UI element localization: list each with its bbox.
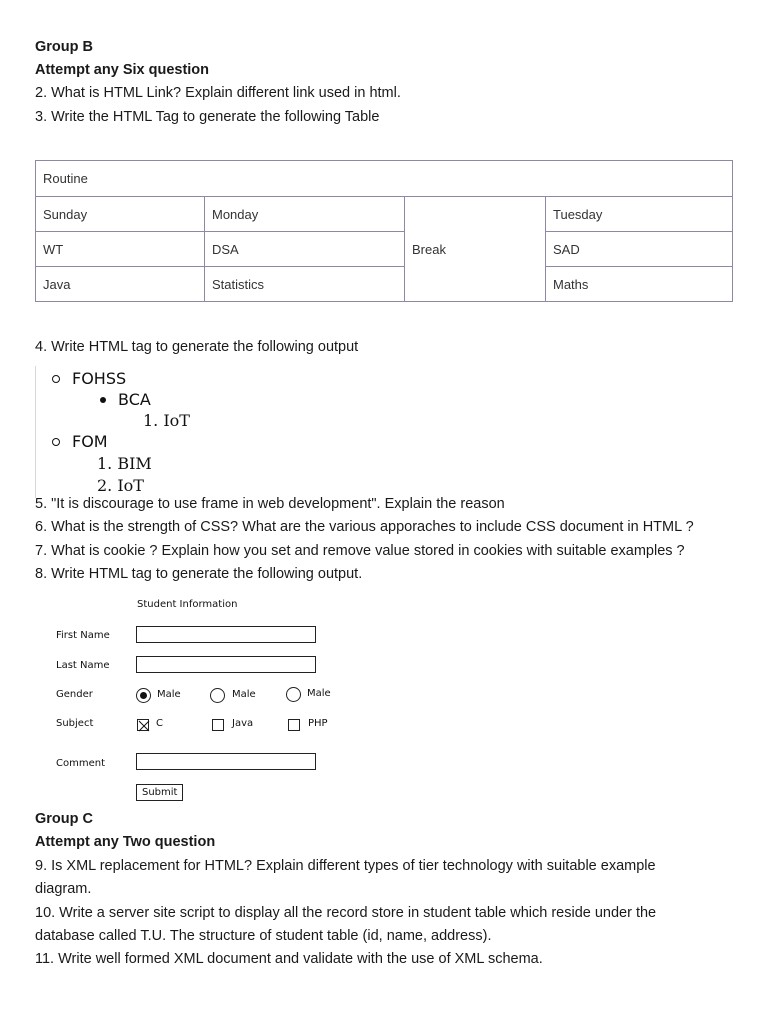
gender-radio (286, 687, 301, 702)
question-9: 9. Is XML replacement for HTML? Explain different types of tier technology with suitable example diagram. (35, 858, 656, 897)
table-cell: DSA (205, 232, 405, 267)
table-cell: Monday (205, 197, 405, 232)
submit-button: Submit (136, 784, 183, 801)
table-cell: SAD (546, 232, 733, 267)
table-cell: Maths (546, 267, 733, 302)
question-4: 4. Write HTML tag to generate the following output (35, 339, 359, 355)
subject-option-label: C (156, 718, 163, 729)
table-row (36, 197, 733, 232)
list-item: FOM (52, 432, 108, 451)
question-6: 6. What is the strength of CSS? What are the various apporaches to include CSS document in HTML ? (35, 519, 694, 535)
circle-bullet-icon (52, 375, 60, 383)
subject-checkbox (288, 719, 300, 731)
question-7: 7. What is cookie ? Explain how you set and remove value stored in cookies with suitable examples ? (35, 543, 685, 559)
question-11: 11. Write well formed XML document and validate with the use of XML schema. (35, 951, 543, 967)
first-name-label: First Name (56, 630, 110, 641)
question-3: 3. Write the HTML Tag to generate the following Table (35, 109, 380, 125)
group-c-title: Group C (35, 811, 93, 827)
group-c-instruction: Attempt any Two question (35, 834, 216, 850)
gender-radio-selected (136, 688, 151, 703)
disc-bullet-icon (100, 397, 106, 403)
question-5: 5. "It is discourage to use frame in web development". Explain the reason (35, 496, 505, 512)
comment-field (136, 753, 316, 770)
list-item: 1. BIM (97, 454, 152, 473)
subject-checkbox-checked (137, 719, 149, 731)
table-cell: Tuesday (546, 197, 733, 232)
subject-checkbox (212, 719, 224, 731)
group-b-title: Group B (35, 39, 93, 55)
list-item: BCA (100, 390, 151, 409)
subject-option-label: Java (232, 718, 254, 729)
group-b-instruction: Attempt any Six question (35, 62, 210, 78)
break-cell: Break (405, 197, 546, 302)
first-name-field (136, 626, 316, 643)
question-8: 8. Write HTML tag to generate the following output. (35, 566, 363, 582)
table-cell: Statistics (205, 267, 405, 302)
last-name-label: Last Name (56, 660, 110, 671)
gender-option-label: Male (157, 689, 181, 700)
list-item: 2. IoT (97, 476, 144, 495)
form-title: Student Information (137, 599, 238, 610)
routine-header-cell: Routine (36, 161, 733, 197)
question-2: 2. What is HTML Link? Explain different link used in html. (35, 85, 401, 101)
gender-option-label: Male (232, 689, 256, 700)
list-item: 1. IoT (143, 411, 190, 430)
gender-label: Gender (56, 689, 93, 700)
subject-label: Subject (56, 718, 94, 729)
checked-x-icon (138, 720, 150, 732)
table-cell: Sunday (36, 197, 205, 232)
table-row (36, 232, 733, 267)
table-cell: WT (36, 232, 205, 267)
gender-radio (210, 688, 225, 703)
last-name-field (136, 656, 316, 673)
routine-table (35, 160, 733, 302)
subject-option-label: PHP (308, 718, 328, 729)
list-output-image (35, 366, 256, 498)
gender-option-label: Male (307, 688, 331, 699)
table-row (36, 267, 733, 302)
circle-bullet-icon (52, 438, 60, 446)
list-item: FOHSS (52, 369, 126, 388)
table-cell: Java (36, 267, 205, 302)
question-10: 10. Write a server site script to display all the record store in student table which reside under the database called T.U. The structure of student table (id, name, address). (35, 905, 657, 944)
form-output-image (35, 590, 355, 810)
table-row (36, 161, 733, 197)
comment-label: Comment (56, 758, 105, 769)
